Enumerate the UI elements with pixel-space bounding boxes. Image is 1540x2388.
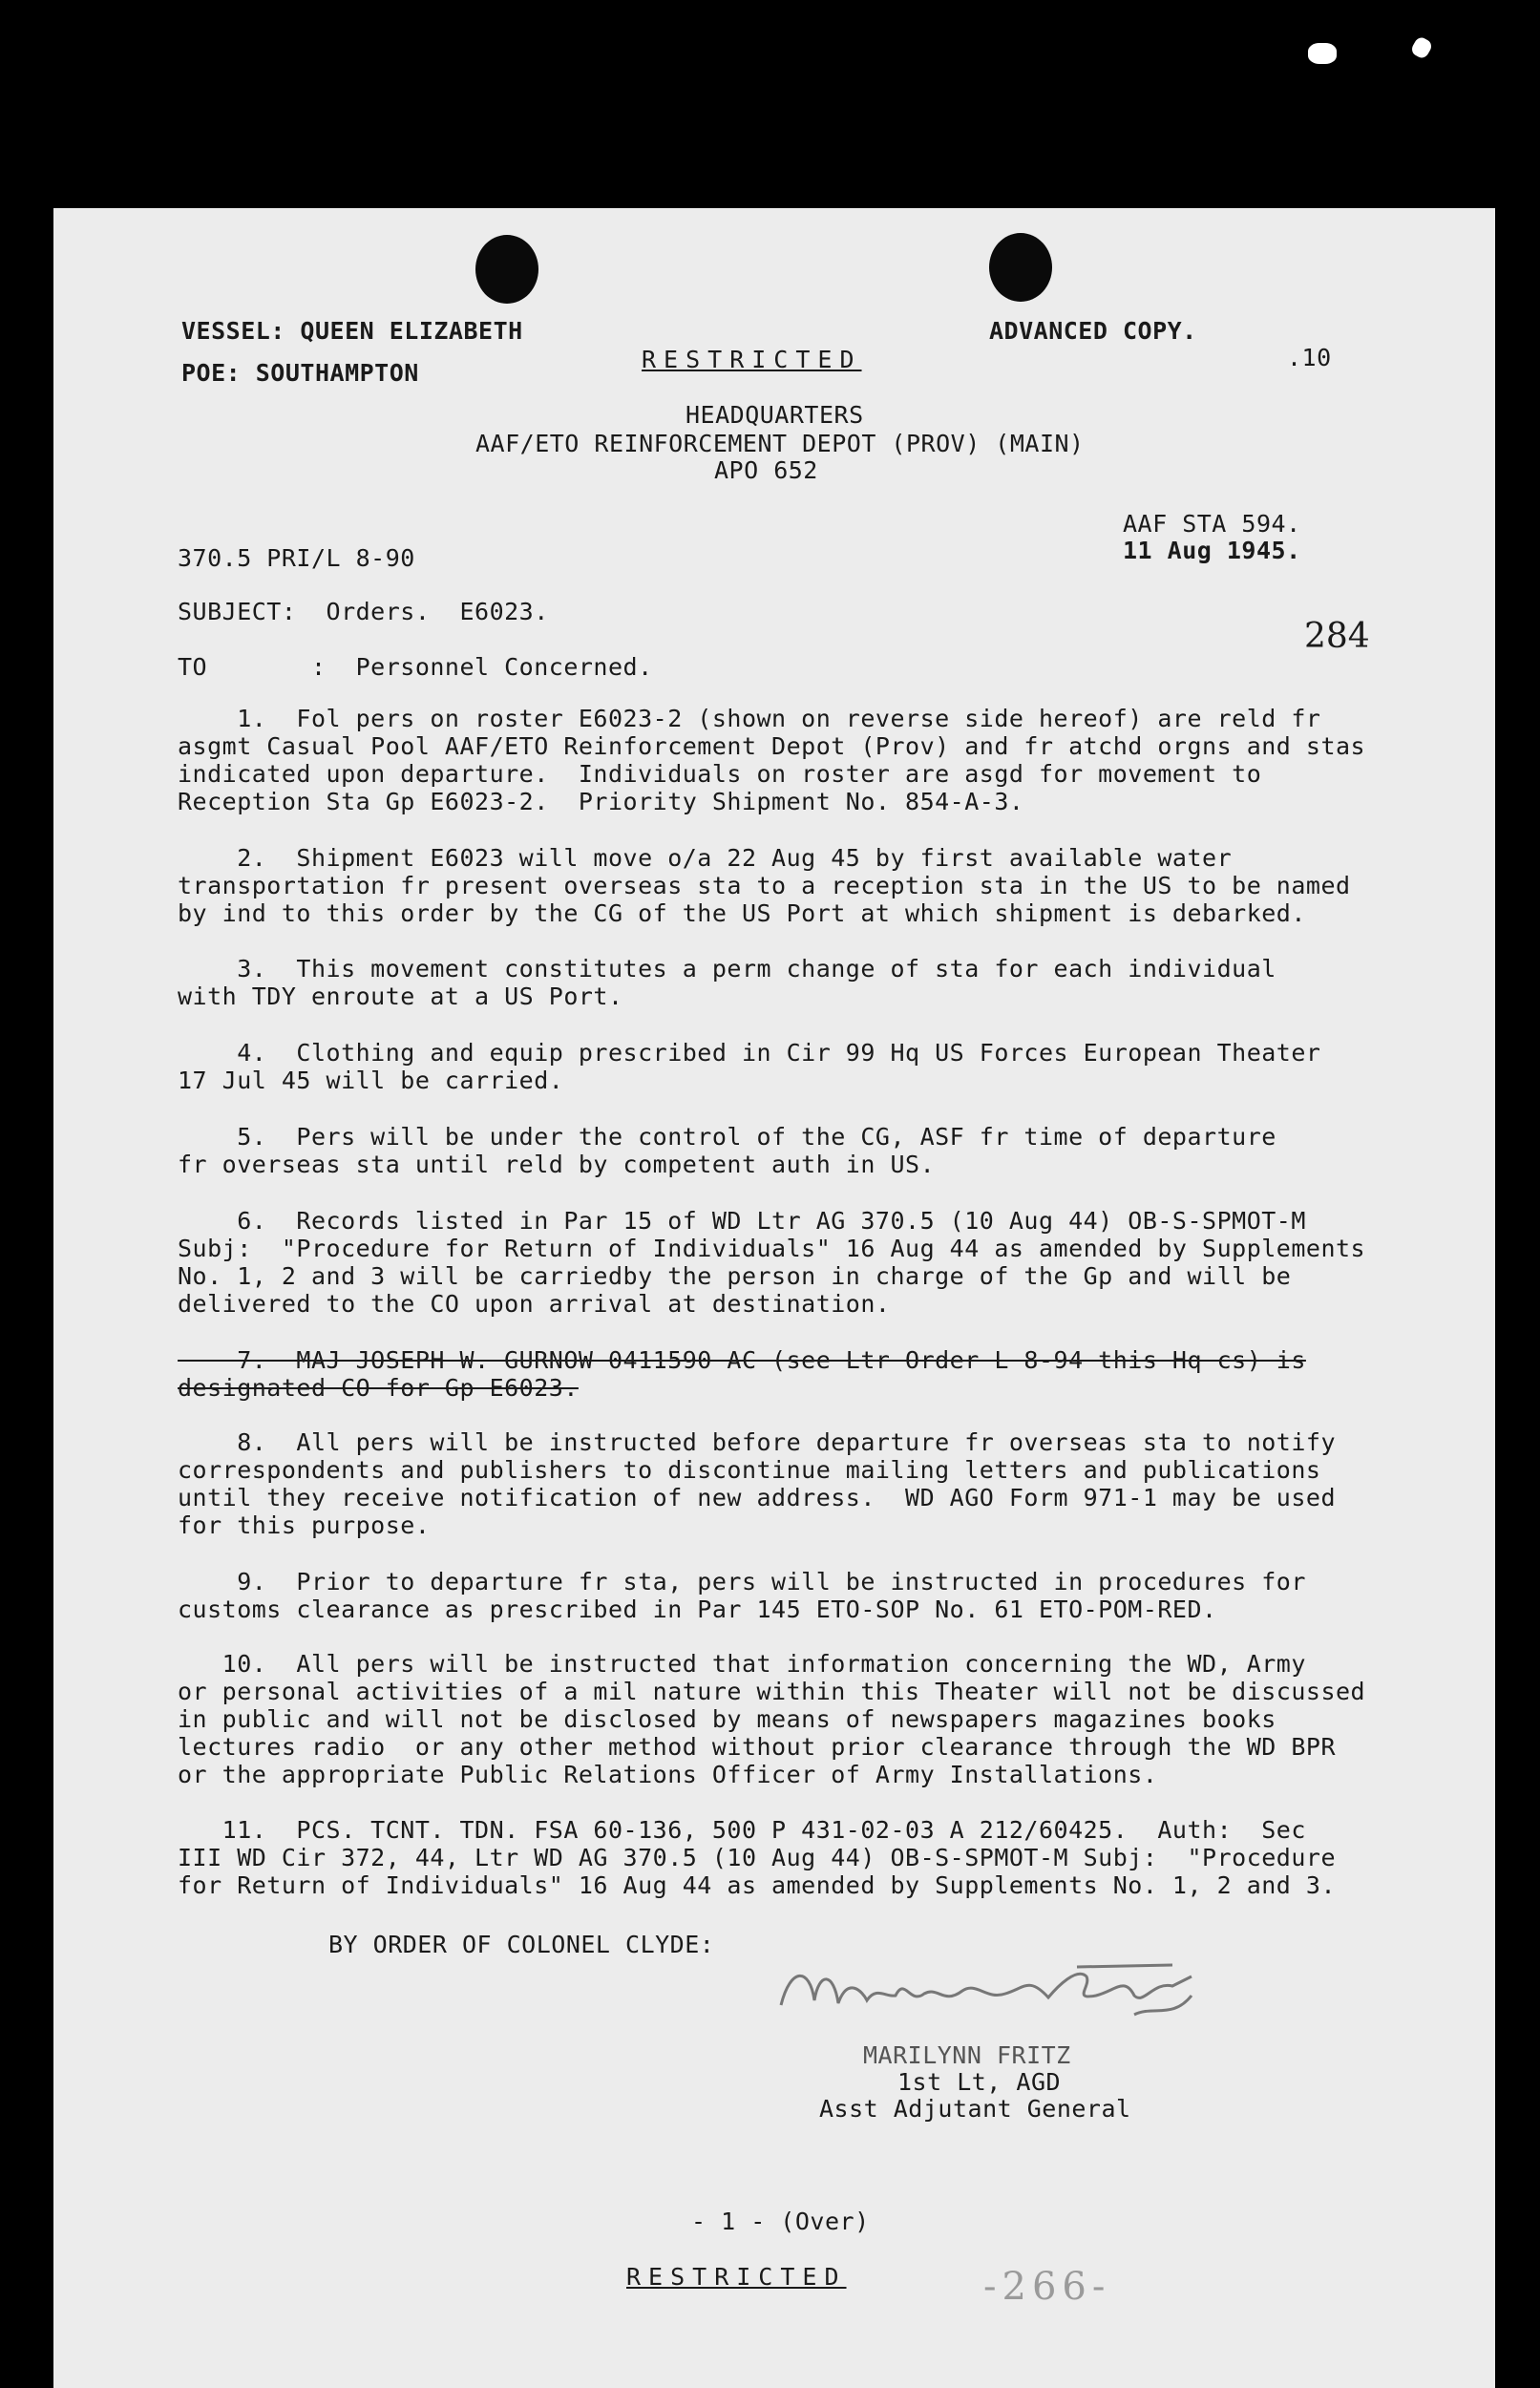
paragraph-7-struck: 7. MAJ JOSEPH W. GURNOW 0411590 AC (see Ltr Order L 8-94 this Hq cs) is designated CO for Gp E6023. (178, 1346, 1306, 1402)
paragraph-11: 11. PCS. TCNT. TDN. FSA 60-136, 500 P 431-02-03 A 212/60425. Auth: Sec III WD Cir 372, 44, Ltr WD AG 370.5 (10 Aug 44) OB-S-SPMOT-M Subj: "Procedure for Return of Individuals" 16 Aug 44 as amended by Supplements No. 1, 2 and 3. (178, 1816, 1336, 1899)
vessel-line: VESSEL: QUEEN ELIZABETH (181, 317, 523, 345)
film-edge-mark (1409, 35, 1434, 60)
classification-bottom: RESTRICTED (626, 2263, 847, 2291)
paragraph-2: 2. Shipment E6023 will move o/a 22 Aug 45 by first available water transportation fr present overseas sta to a reception sta in the US to be named by ind to this order by the CG of the US Port at which shipment is debarked. (178, 844, 1351, 927)
film-edge-mark (1308, 43, 1337, 64)
file-reference: 370.5 PRI/L 8-90 (178, 544, 415, 572)
poe-line: POE: SOUTHAMPTON (181, 359, 419, 387)
paragraph-1: 1. Fol pers on roster E6023-2 (shown on reverse side hereof) are reld fr asgmt Casual Pool AAF/ETO Reinforcement Depot (Prov) and fr atchd orgns and stas indicated upon departure. Individuals on roster are asgd for movement to Reception Sta Gp E6023-2. Priority Shipment No. 854-A-3. (178, 705, 1366, 815)
to-line: TO : Personnel Concerned. (178, 653, 653, 681)
order-date: 11 Aug 1945. (1123, 537, 1301, 564)
stamp-number: 284 (1304, 617, 1370, 656)
subject-line: SUBJECT: Orders. E6023. (178, 598, 549, 625)
signer-title: Asst Adjutant General (819, 2095, 1131, 2123)
paragraph-9: 9. Prior to departure fr sta, pers will be instructed in procedures for customs clearance as prescribed in Par 145 ETO-SOP No. 61 ETO-POM-RED. (178, 1568, 1306, 1623)
hq-line2: AAF/ETO REINFORCEMENT DEPOT (PROV) (MAIN) (475, 430, 1085, 457)
paragraph-10: 10. All pers will be instructed that information concerning the WD, Army or personal activities of a mil nature within this Theater will not be discussed in public and will not be disclosed by means of newspapers magazines books lectures radio or any other method without prior clearance through the WD BPR or the appropriate Public Relations Officer of Army Installations. (178, 1650, 1366, 1788)
hq-line3: APO 652 (714, 456, 818, 484)
handwritten-number: -266- (983, 2265, 1111, 2309)
hq-line1: HEADQUARTERS (686, 401, 864, 429)
paragraph-3: 3. This movement constitutes a perm change of sta for each individual with TDY enroute at a US Port. (178, 955, 1276, 1010)
handwritten-signature (771, 1948, 1220, 2034)
advanced-copy: ADVANCED COPY. (989, 317, 1197, 345)
signer-rank: 1st Lt, AGD (897, 2068, 1062, 2096)
paragraph-8: 8. All pers will be instructed before departure fr overseas sta to notify correspondents and publishers to discontinue mailing letters and publications until they receive notification of new address. WD AGO Form 971-1 may be used for this purpose. (178, 1428, 1336, 1539)
by-order-line: BY ORDER OF COLONEL CLYDE: (328, 1931, 715, 1958)
paragraph-5: 5. Pers will be under the control of the CG, ASF fr time of departure fr overseas sta until reld by competent auth in US. (178, 1123, 1276, 1178)
paragraph-6: 6. Records listed in Par 15 of WD Ltr AG 370.5 (10 Aug 44) OB-S-SPMOT-M Subj: "Procedure for Return of Individuals" 16 Aug 44 as amended by Supplements No. 1, 2 and 3 will be carriedby the person in charge of the Gp and will be delivered to the CO upon arrival at destination. (178, 1207, 1366, 1318)
station: AAF STA 594. (1123, 510, 1301, 538)
punch-hole-right (989, 233, 1052, 302)
copy-number: .10 (1287, 344, 1332, 371)
classification-top: RESTRICTED (642, 346, 862, 373)
punch-hole-left (475, 235, 538, 304)
paragraph-4: 4. Clothing and equip prescribed in Cir 99 Hq US Forces European Theater 17 Jul 45 will be carried. (178, 1039, 1321, 1094)
signer-name: MARILYNN FRITZ (863, 2041, 1071, 2069)
page-number: - 1 - (Over) (691, 2208, 870, 2235)
